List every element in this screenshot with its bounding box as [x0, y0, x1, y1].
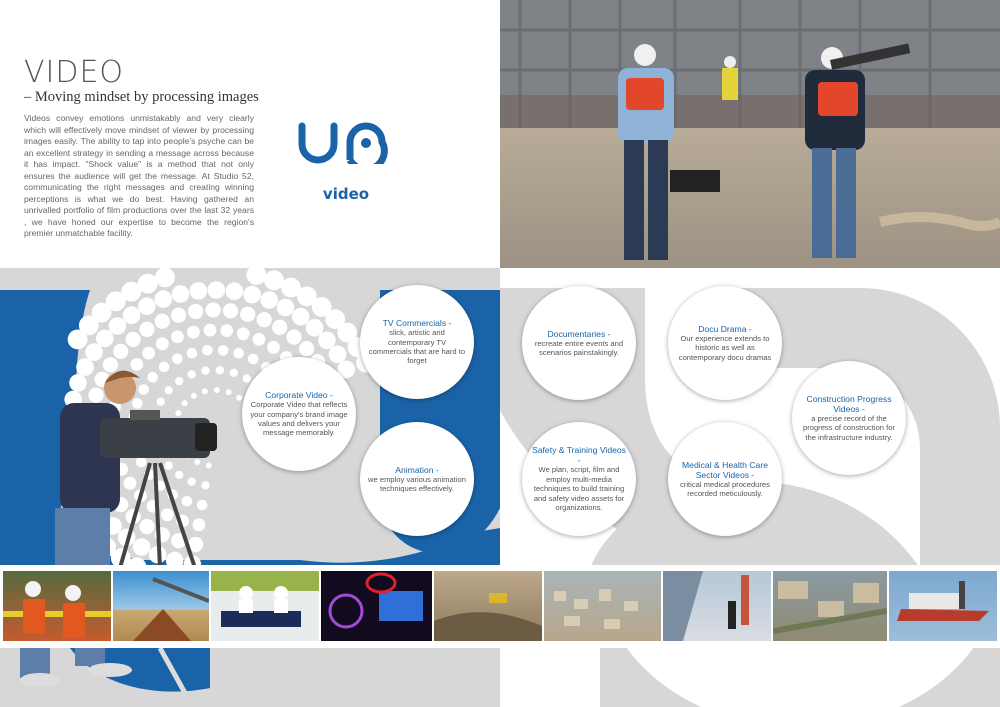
cameraman-legs-graphic	[0, 648, 500, 707]
service-safety-training	[522, 422, 636, 536]
service-title: Corporate Video -	[265, 390, 333, 401]
pattern-dot	[96, 330, 114, 348]
pattern-dot	[138, 384, 149, 395]
pattern-dot	[155, 290, 173, 308]
pattern-dot	[126, 332, 141, 347]
pattern-dot	[175, 410, 181, 416]
page-title: VIDEO	[24, 55, 125, 90]
pattern-dot	[306, 319, 324, 337]
pattern-dot	[165, 462, 173, 470]
pattern-dot	[286, 330, 301, 345]
service-tv-commercials	[360, 285, 474, 399]
pattern-dot	[206, 302, 221, 317]
pattern-dot	[206, 463, 212, 469]
pattern-dot	[248, 354, 259, 365]
video-logo-icon	[298, 122, 390, 164]
page-subtitle: – Moving mindset by processing images	[24, 89, 259, 105]
service-title: Safety & Training Videos -	[532, 445, 626, 466]
service-title: Construction Progress Videos -	[806, 393, 892, 414]
pattern-dot	[124, 477, 137, 490]
pattern-dot	[329, 346, 347, 364]
service-desc: critical medical procedures recorded meticulously.	[680, 479, 770, 498]
pattern-dot	[202, 345, 213, 356]
pattern-dot	[139, 322, 154, 337]
pattern-dot	[253, 333, 266, 346]
pattern-dot	[204, 324, 217, 337]
pattern-dot	[187, 348, 198, 359]
service-desc: recreate entire events and scenarios painstakingly.	[534, 338, 624, 357]
pattern-dot	[233, 348, 244, 359]
pattern-dot	[156, 337, 169, 350]
pattern-dot	[155, 268, 175, 287]
pattern-dot	[257, 312, 272, 327]
pattern-dot	[182, 496, 193, 507]
pattern-dot	[165, 386, 173, 394]
service-desc: we employ various animation techniques effectively.	[368, 474, 466, 493]
service-animation	[360, 422, 474, 536]
thumbnail-city-aerial	[773, 571, 887, 641]
pattern-dot	[243, 374, 251, 382]
pattern-dot	[208, 281, 226, 299]
pattern-dot	[147, 372, 158, 383]
pattern-dot	[240, 307, 255, 322]
service-title: Medical & Health Care Sector Videos -	[682, 459, 768, 480]
service-corporate-video	[242, 357, 356, 471]
pattern-dot	[88, 388, 103, 403]
pattern-dot	[226, 282, 244, 300]
service-desc: We plan, script, film and employ multi-media techniques to build training and safety video assets for organizations.	[533, 465, 625, 513]
intro-body-text: Videos convey emotions unmistakably and very clearly which will effectively move mindset of viewer by processing images easily. The ability to tap into people's psyche can be an excellent strategy in sending a message across because it has impact. "Shock value" is a method that not only ensures the audience will get the message. At Studio 52, communicating the right messages and creating winning perceptions is what we do best. Having gathered an unrivalled portfolio of film productions over the last 32 years , we have honed our expertise to become the region's premier unmatchable facility.	[24, 113, 254, 238]
pattern-dot	[172, 285, 190, 303]
pattern-dot	[202, 388, 208, 394]
thumbnail-aerial-town	[544, 571, 661, 641]
pattern-dot	[223, 303, 238, 318]
pattern-dot	[194, 459, 200, 465]
service-desc: Our experience extends to historic as well as contemporary docu dramas	[678, 333, 772, 362]
camera-crew-photo	[500, 0, 1000, 268]
pattern-dot	[218, 345, 229, 356]
pattern-dot	[236, 395, 242, 401]
pattern-dot	[188, 477, 196, 485]
pattern-dot	[292, 308, 310, 326]
pattern-dot	[69, 374, 87, 392]
thumbnail-conveyor	[113, 571, 209, 641]
pattern-dot	[277, 299, 295, 317]
service-docu-drama	[668, 286, 782, 400]
pattern-dot	[193, 518, 206, 531]
pattern-dot	[136, 457, 147, 468]
pattern-dot	[171, 330, 184, 343]
service-title: Animation -	[395, 464, 439, 475]
service-title: Docu Drama -	[698, 323, 752, 334]
pattern-dot	[237, 327, 250, 340]
pattern-dot	[272, 320, 287, 335]
pattern-dot	[243, 286, 261, 304]
pattern-dot	[260, 291, 278, 309]
pattern-dot	[138, 274, 158, 294]
service-title: Documentaries -	[547, 328, 611, 339]
pattern-dot	[85, 343, 103, 361]
pattern-dot	[159, 362, 170, 373]
thumbnail-workers	[3, 571, 111, 641]
pattern-dot	[247, 268, 267, 285]
service-construction-progress	[792, 361, 906, 475]
pattern-dot	[299, 341, 314, 356]
pattern-dot	[161, 508, 174, 521]
service-title: TV Commercials -	[382, 318, 452, 329]
service-desc: a precise record of the progress of construction for the infrastructure industry.	[802, 413, 895, 442]
pattern-dot	[267, 341, 280, 354]
pattern-dot	[318, 332, 336, 350]
pattern-dot	[175, 377, 183, 385]
thumbnail-event	[321, 571, 432, 641]
thumbnail-meeting	[211, 571, 319, 641]
pattern-dot	[201, 367, 209, 375]
pattern-dot	[109, 317, 127, 335]
service-medical-healthcare	[668, 422, 782, 536]
service-documentaries	[522, 286, 636, 400]
pattern-dot	[76, 358, 94, 376]
pattern-dot	[197, 500, 208, 511]
pattern-dot	[214, 387, 220, 393]
pattern-dot	[230, 369, 238, 377]
pattern-dot	[130, 358, 143, 371]
pattern-dot	[155, 314, 170, 329]
pattern-dot	[113, 344, 128, 359]
thumbnail-strip	[0, 565, 1000, 648]
pattern-dot	[175, 471, 183, 479]
service-desc: Corporate Video that reflects your company's brand image values and delivers your message memorably.	[250, 400, 348, 438]
pattern-dot	[138, 297, 156, 315]
pattern-dot	[188, 304, 203, 319]
pattern-dot	[216, 366, 224, 374]
pattern-dot	[182, 400, 188, 406]
pattern-dot	[142, 347, 155, 360]
pattern-dot	[172, 354, 183, 365]
pattern-dot	[191, 393, 197, 399]
pattern-dot	[226, 389, 232, 395]
logo-label: video	[322, 185, 370, 203]
thumbnail-airport	[663, 571, 771, 641]
pattern-dot	[201, 481, 209, 489]
thumbnail-ship	[889, 571, 997, 641]
thumbnail-excavation	[434, 571, 542, 641]
pattern-dot	[187, 326, 200, 339]
pattern-dot	[220, 324, 233, 337]
pattern-dot	[132, 398, 143, 409]
pattern-dot	[103, 357, 118, 372]
pattern-dot	[264, 270, 284, 290]
pattern-dot	[157, 398, 165, 406]
pattern-dot	[190, 282, 208, 300]
pattern-dot	[188, 370, 196, 378]
pattern-dot	[123, 306, 141, 324]
pattern-dot	[171, 308, 186, 323]
pattern-dot	[139, 519, 154, 534]
service-desc: slick, artistic and contemporary TV commercials that are hard to forget	[368, 328, 466, 366]
